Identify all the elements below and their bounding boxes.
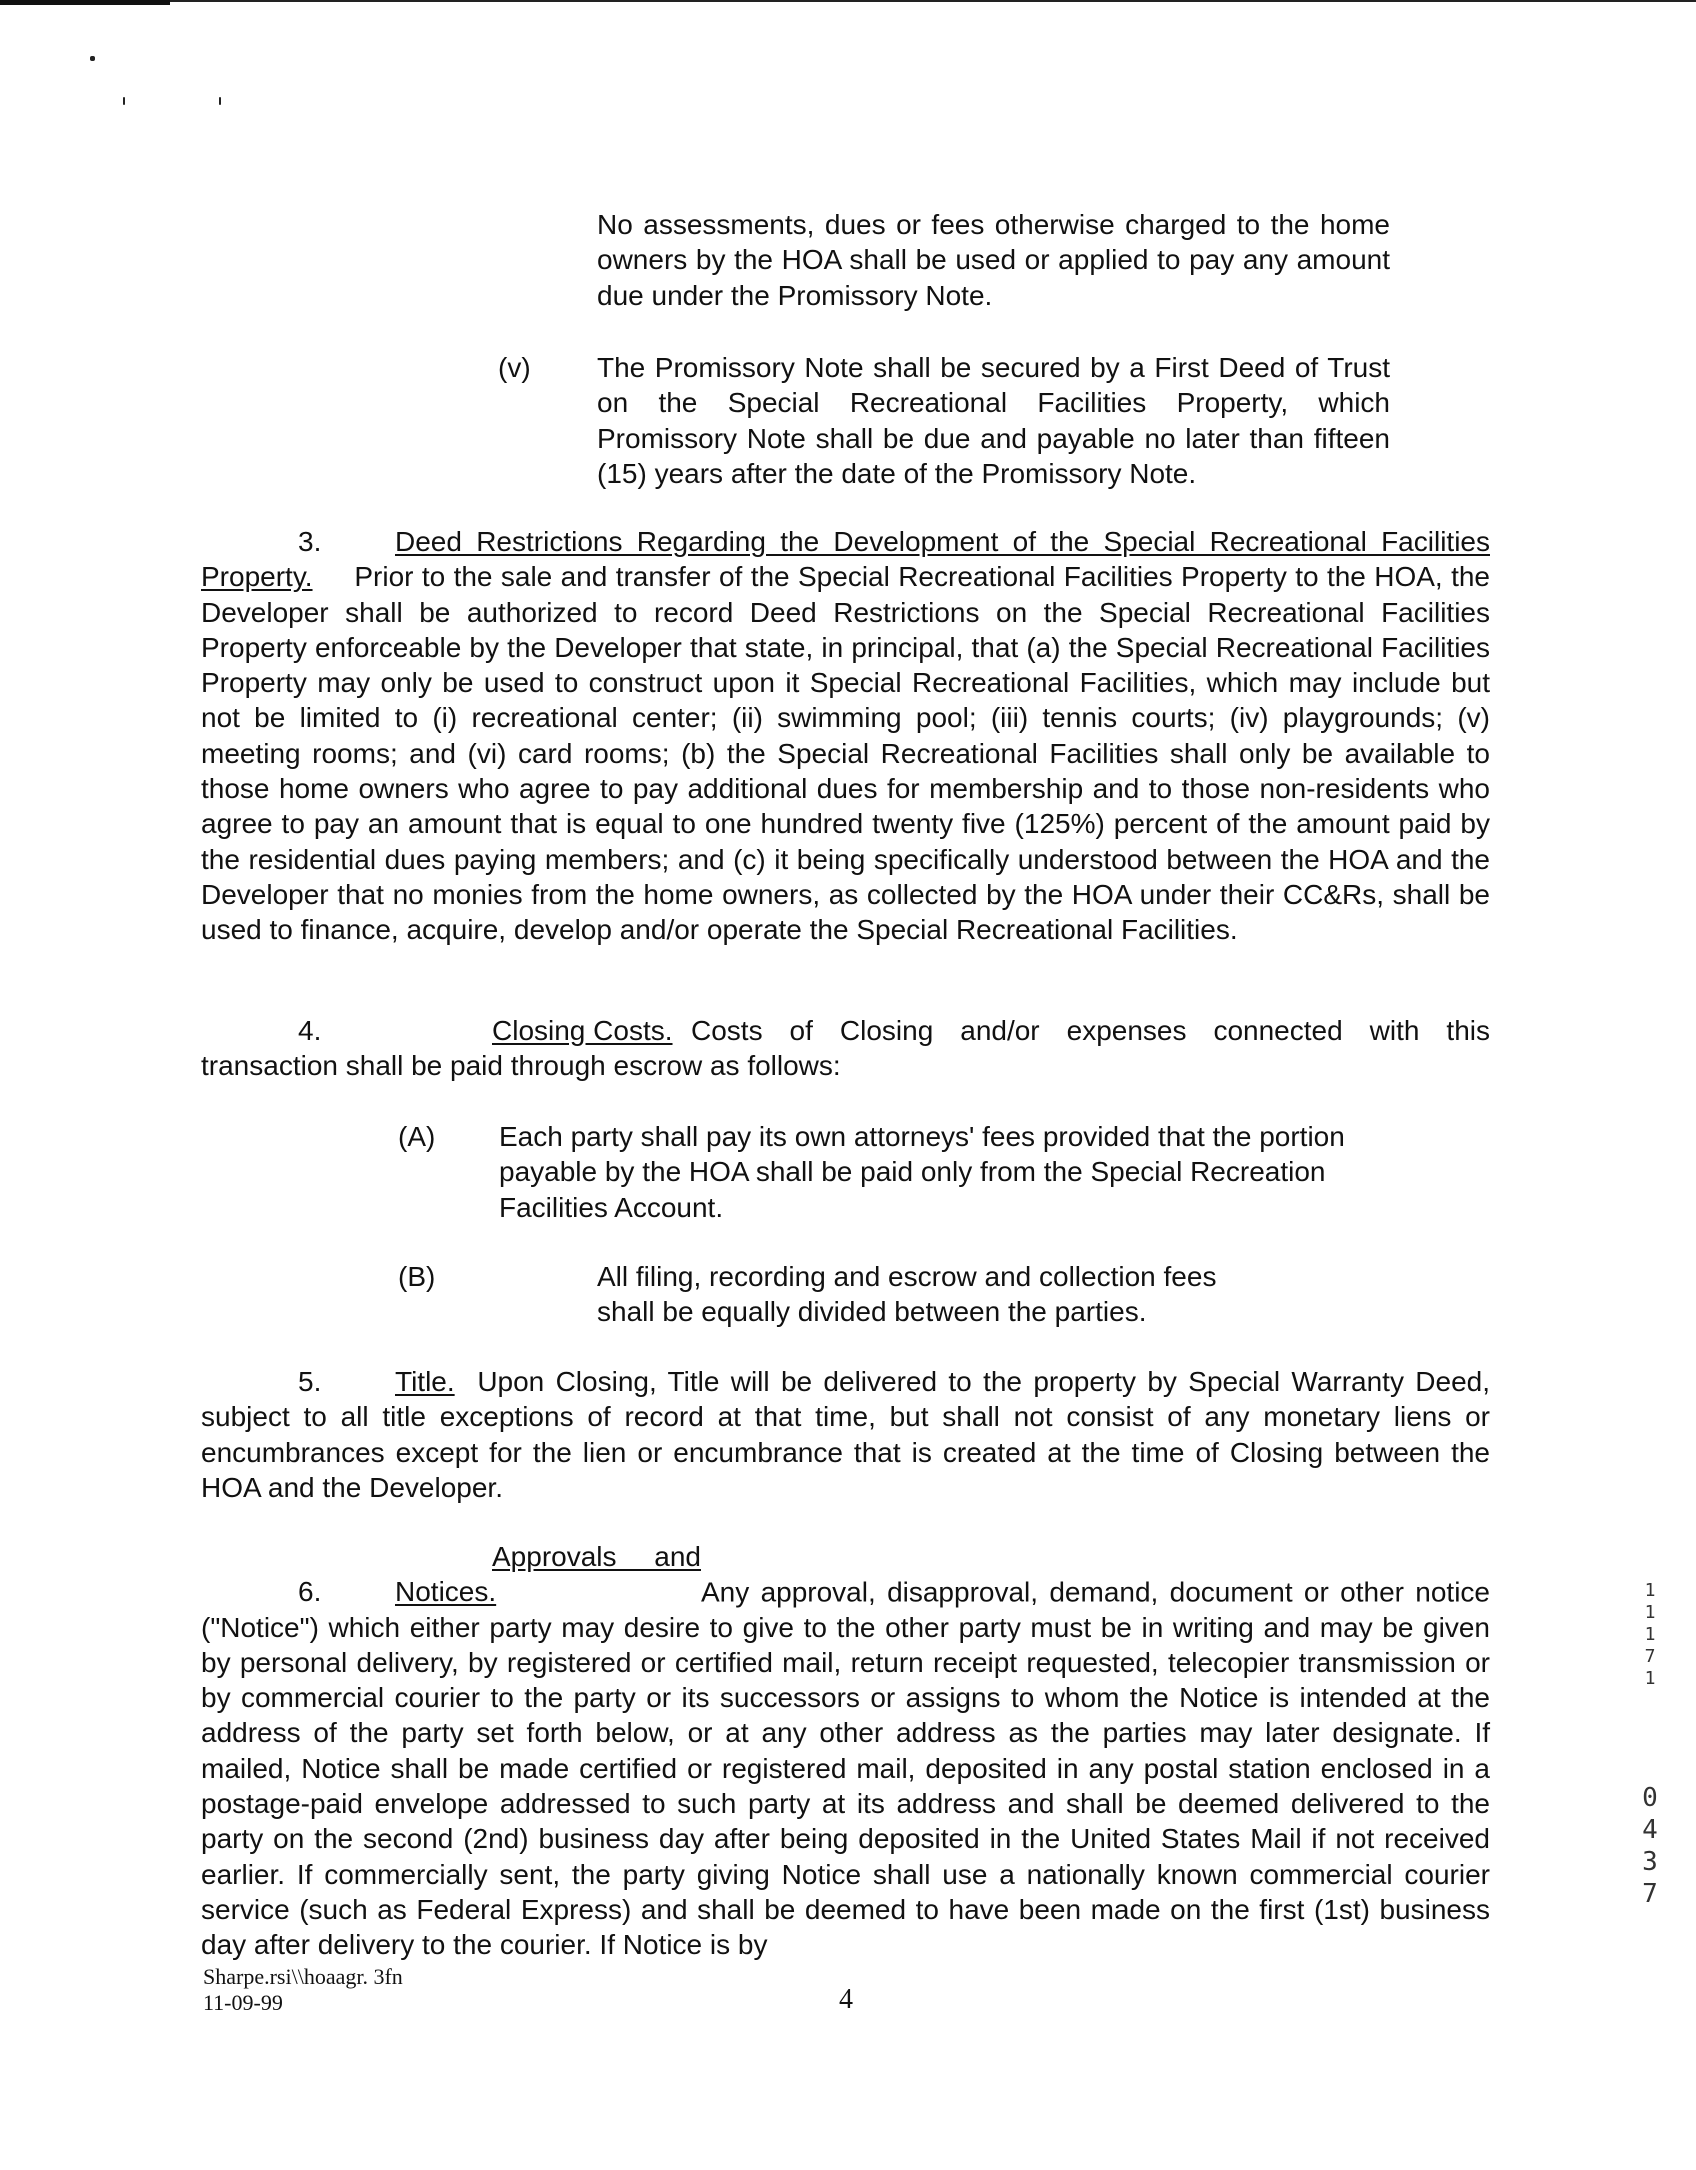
page-number: 4 [839,1984,853,2015]
scan-speck [90,56,95,61]
item-a-text: Each party shall pay its own attorneys' fees provided that the portion payable by the HOA shall be paid only from the Special Recreation Facilities Account. [499,1121,1345,1223]
section-6-heading: Approvals and Notices. [395,1541,701,1608]
section-5-text: Upon Closing, Title will be delivered to the property by Special Warranty Deed, subject to all title exceptions of record at that time, but shall not consist of any monetary liens or encumbrances except for the lien or encumbrance that is created at the time of Closing between the HOA and the Developer. [201,1366,1491,1503]
stamp-digit: 7 [1642,1879,1658,1909]
stamp-digit: 1 [1644,1668,1656,1689]
stamp-digit: 3 [1642,1847,1658,1877]
footer-file-ref: Sharpe.rsi\\hoaagr. 3fn [203,1964,403,1989]
item-b-line-2: shall be equally divided between the parties. [597,1296,1147,1327]
section-6-text: Any approval, disapproval, demand, document or other notice ("Notice") which either party may desire to give to the other party must be in writing and may be given by personal delivery, by registered or certified mail, return receipt requested, telecopier transmission or by commercial courier to the party or its successors or assigns to whom the Notice is intended at the address of the party set forth below, or at any other address as the parties may later designate. If mailed, Notice shall be made certified or registered mail, deposited in any postal station enclosed in a postage-paid envelope addressed to such party at its address and shall be deemed delivered to the party on the second (2nd) business day after being deposited in the United States Mail if not received earlier. If commercially sent, the party giving Notice shall use a nationally known commercial courier service (such as Federal Express) and shall be deemed to have been made on the first (1st) business day after delivery to the courier. If Notice is by [201,1576,1490,1961]
scan-speck [123,97,125,105]
side-stamp-lower [1637,1782,1663,1910]
section-4 [201,1013,1490,1084]
section-3-number: 3. [298,526,322,557]
section-5-number: 5. [298,1366,322,1397]
section-4-text: Costs of Closing and/or expenses connected with this transaction shall be paid through escrow as follows: [201,1015,1490,1082]
paragraph-assessments: No assessments, dues or fees otherwise charged to the home owners by the HOA shall be used or applied to pay any amount due under the Promissory Note. [597,209,1390,311]
item-b-line-1: All filing, recording and escrow and collection fees [597,1261,1217,1292]
section-4-heading: Closing Costs. [492,1015,673,1046]
side-stamp-upper [1637,1580,1663,1690]
section-3-heading: Deed Restrictions Regarding the Development of the Special Recreational Facilities Property. [201,526,1490,593]
stamp-digit: 1 [1644,1602,1656,1623]
item-v-marker: (v) [498,352,531,383]
item-v-text: The Promissory Note shall be secured by a First Deed of Trust on the Special Recreational Facilities Property, which Promissory Note shall be due and payable no later than fifteen (15) years after the date of the Promissory Note. [597,352,1390,489]
stamp-digit: 1 [1644,1624,1656,1645]
section-4-number: 4. [298,1015,322,1046]
section-6 [201,1539,1490,1963]
item-a-marker: (A) [398,1121,436,1152]
footer-date: 11-09-99 [203,1990,283,2015]
stamp-digit: 0 [1642,1783,1658,1813]
scan-edge-mark [0,0,170,5]
stamp-digit: 7 [1644,1646,1656,1667]
scan-edge-line [0,0,1696,2]
stamp-digit: 4 [1642,1815,1658,1845]
stamp-digit: 1 [1644,1580,1656,1601]
section-3 [201,524,1490,948]
section-5 [201,1364,1490,1505]
section-3-text: Prior to the sale and transfer of the Special Recreational Facilities Property to the HOA, the Developer shall be authorized to record Deed Restrictions on the Special Recreational Facilities Property enforceable by the Developer that state, in principal, that (a) the Special Recreational Facilities Property may only be used to construct upon it Special Recreational Facilities, which may include but not be limited to (i) recreational center; (ii) swimming pool; (iii) tennis courts; (iv) playgrounds; (v) meeting rooms; and (vi) card rooms; (b) the Special Recreational Facilities shall only be available to those home owners who agree to pay additional dues for membership and to those non-residents who agree to pay an amount that is equal to one hundred twenty five (125%) percent of the amount paid by the residential dues paying members; and (c) it being specifically understood between the HOA and the Developer that no monies from the home owners, as collected by the HOA under their CC&Rs, shall be used to finance, acquire, develop and/or operate the Special Recreational Facilities. [201,561,1490,946]
section-5-heading: Title. [395,1366,455,1397]
section-6-number: 6. [298,1576,322,1608]
scan-speck [219,97,221,105]
item-b-marker: (B) [398,1261,436,1292]
